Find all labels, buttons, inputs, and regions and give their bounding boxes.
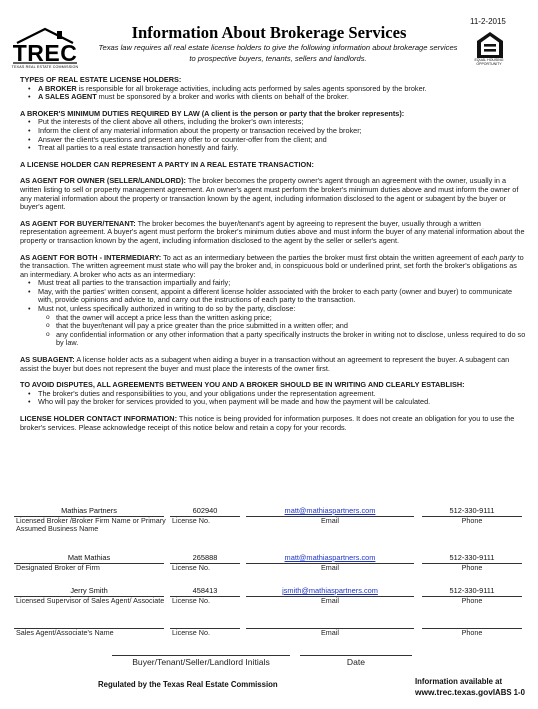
paragraph-text: The broker becomes the buyer/tenant's agent by agreeing to represent the buyer, usually through a written representation agreement. A buyer's agent must perform the broker's minimum duties above and must inform the buyer of any material information about the property or transaction known by the agent, including information disclosed to the agent by the seller or seller's agent.	[20, 218, 525, 245]
supervisor-name-field[interactable]: Jerry Smith	[70, 586, 108, 595]
paragraph	[20, 254, 526, 280]
section-owner-agent	[20, 177, 526, 211]
contact-row-designated-broker	[14, 553, 524, 579]
list-item	[38, 93, 526, 102]
field-label: License No.	[172, 563, 210, 572]
section-contact	[20, 415, 526, 432]
contact-row-sales-agent	[14, 618, 524, 644]
section-subagent	[20, 356, 526, 373]
types-list	[20, 85, 526, 102]
field-label: Sales Agent/Associate's Name	[16, 628, 114, 637]
term-sales-agent: A SALES AGENT	[38, 92, 97, 102]
disclose-sublist	[38, 314, 526, 348]
field-label: Phone	[461, 516, 483, 525]
section-duties	[20, 110, 526, 153]
contact-row-broker-firm	[14, 506, 524, 532]
paragraph-italic: each party	[481, 252, 516, 262]
paragraph-lead: AS AGENT FOR OWNER (SELLER/LANDLORD):	[20, 176, 186, 186]
date-line[interactable]	[300, 655, 412, 656]
paragraph-text: The broker becomes the property owner's agent through an agreement with the owner, usually in a written listing to sell or property management agreement. An owner's agent must perform the broker's minimum duties above and must inform the owner of any material information about the property or transaction known by the agent, including information disclosed to the agent or subagent by the buyer or buyer's agent.	[20, 176, 519, 212]
paragraph-text: This notice is being provided for information purposes. It does not create an obligation for you to use the broker's services. Please acknowledge receipt of this notice below and retain a copy for your records.	[20, 414, 515, 432]
logo-subtext: TEXAS REAL ESTATE COMMISSION	[11, 65, 79, 69]
equal-housing-caption: EQUAL HOUSING OPPORTUNITY	[474, 58, 504, 66]
list-item: • Answer the client's questions and present any offer to or counter-offer from the client; and	[38, 136, 526, 145]
broker-email-link[interactable]: matt@mathiaspartners.com	[284, 506, 376, 515]
info-available-text: Information available at	[415, 677, 503, 686]
field-label: License No.	[172, 596, 210, 605]
list-item-text: Must not, unless specifically authorized in writing to do so by the party, disclose:	[38, 304, 296, 314]
trec-website-link[interactable]: www.trec.texas.gov	[415, 687, 493, 697]
designated-broker-email-link[interactable]: matt@mathiaspartners.com	[284, 553, 376, 562]
section-heading: TYPES OF REAL ESTATE LICENSE HOLDERS:	[20, 75, 182, 84]
supervisor-license-field[interactable]: 458413	[192, 586, 218, 595]
field-label: Phone	[461, 628, 483, 637]
paragraph-text: to the transaction. The written agreement must state who will pay the broker and, in conspicuous bold or underlined print, set forth the broker's obligations as an intermediary. A broker who acts as an intermediary:	[20, 252, 524, 279]
definition-text: must be sponsored by a broker and works with clients on behalf of the broker.	[96, 92, 349, 102]
field-label: Licensed Broker /Broker Firm Name or Primary Assumed Business Name	[16, 516, 166, 533]
broker-firm-name-field[interactable]: Mathias Partners	[61, 506, 117, 515]
paragraph	[20, 220, 526, 246]
section-heading: A BROKER'S MINIMUM DUTIES REQUIRED BY LAW (A client is the person or party that the broker represents):	[20, 108, 405, 118]
date-label: Date	[346, 657, 366, 667]
sublist-item: o that the buyer/tenant will pay a price greater than the price submitted in a written offer; and	[56, 322, 526, 331]
list-item: • Treat all parties to a real estate transaction honestly and fairly.	[38, 144, 526, 153]
intermediary-list	[20, 279, 526, 348]
field-label: Email	[321, 516, 339, 525]
form-number: IABS 1-0	[492, 688, 525, 697]
footer-info	[415, 676, 527, 698]
contact-row-supervisor	[14, 586, 524, 612]
list-item: • The broker's duties and responsibilities to you, and your obligations under the representation agreement.	[38, 390, 526, 399]
field-label: License No.	[172, 628, 210, 637]
paragraph	[20, 177, 526, 211]
field-label: Licensed Supervisor of Sales Agent/ Associate	[16, 596, 165, 605]
supervisor-phone-field[interactable]: 512-330-9111	[449, 586, 495, 595]
sublist-item: o that the owner will accept a price less than the written asking price;	[56, 314, 526, 323]
paragraph-lead: AS AGENT FOR BUYER/TENANT:	[20, 218, 136, 228]
form-date: 11-2-2015	[470, 17, 506, 26]
paragraph-lead: LICENSE HOLDER CONTACT INFORMATION:	[20, 414, 178, 423]
field-label: Phone	[461, 563, 483, 572]
page-title: Information About Brokerage Services	[131, 23, 407, 42]
field-label: Designated Broker of Firm	[16, 563, 100, 572]
broker-phone-field[interactable]: 512-330-9111	[449, 506, 495, 515]
initials-label: Buyer/Tenant/Seller/Landlord Initials	[132, 657, 270, 667]
paragraph-lead: AS AGENT FOR BOTH - INTERMEDIARY:	[20, 252, 162, 262]
paragraph-lead: AS SUBAGENT:	[20, 355, 75, 365]
list-item: • Who will pay the broker for services provided to you, when payment will be made and how the payment will be calculated.	[38, 398, 526, 407]
page-subtitle: Texas law requires all real estate license holders to give the following information about brokerage services to prospective buyers, tenants, sellers and landlords.	[98, 43, 458, 63]
regulated-by-text: Regulated by the Texas Real Estate Commission	[98, 680, 278, 689]
definition-text: is responsible for all brokerage activities, including acts performed by sales agents sponsored by the broker.	[76, 83, 427, 93]
list-item: • Put the interests of the client above all others, including the broker's own interests;	[38, 118, 526, 127]
field-label: License No.	[172, 516, 210, 525]
field-label: Email	[321, 596, 339, 605]
paragraph	[20, 356, 526, 373]
designated-broker-license-field[interactable]: 265888	[192, 553, 218, 562]
duties-list	[20, 118, 526, 152]
list-item: • Must treat all parties to the transaction impartially and fairly;	[38, 279, 526, 288]
disputes-list	[20, 390, 526, 407]
list-item: • May, with the parties' written consent, appoint a different license holder associated with the broker to each party (owner and buyer) to communicate with, provide opinions and advice to, and carry out the instructions of each party to the transaction.	[38, 288, 526, 305]
section-disputes	[20, 381, 526, 407]
paragraph-text: A license holder acts as a subagent when aiding a buyer in a transaction without an agreement to represent the buyer. A subagent can assist the buyer but does not represent the buyer and must place the interests of the owner first.	[20, 355, 510, 373]
designated-broker-name-field[interactable]: Matt Mathias	[67, 553, 111, 562]
initials-line[interactable]	[112, 655, 290, 656]
field-label: Email	[321, 628, 339, 637]
paragraph	[20, 415, 526, 432]
supervisor-email-link[interactable]: jsmith@mathiaspartners.com	[282, 586, 378, 595]
term-broker: A BROKER	[38, 83, 77, 93]
section-heading: A LICENSE HOLDER CAN REPRESENT A PARTY IN A REAL ESTATE TRANSACTION:	[20, 159, 314, 169]
sublist-item: o any confidential information or any other information that a party specifically instructs the broker in writing not to disclose, unless required to do so by law.	[56, 331, 526, 348]
logo-wordmark: TREC	[12, 40, 78, 66]
designated-broker-phone-field[interactable]: 512-330-9111	[449, 553, 495, 562]
list-item	[38, 305, 526, 348]
form-body	[20, 76, 526, 432]
broker-license-field[interactable]: 602940	[192, 506, 218, 515]
section-types	[20, 76, 526, 102]
section-can-represent	[20, 161, 526, 170]
field-label: Phone	[461, 596, 483, 605]
section-buyer-agent	[20, 220, 526, 246]
section-heading: TO AVOID DISPUTES, ALL AGREEMENTS BETWEEN YOU AND A BROKER SHOULD BE IN WRITING AND CLEARLY ESTABLISH:	[20, 380, 465, 390]
paragraph-text: To act as an intermediary between the parties the broker must first obtain the written agreement of	[161, 252, 482, 262]
list-item: • Inform the client of any material information about the property or transaction received by the broker;	[38, 127, 526, 136]
section-intermediary	[20, 254, 526, 349]
field-label: Email	[321, 563, 339, 572]
